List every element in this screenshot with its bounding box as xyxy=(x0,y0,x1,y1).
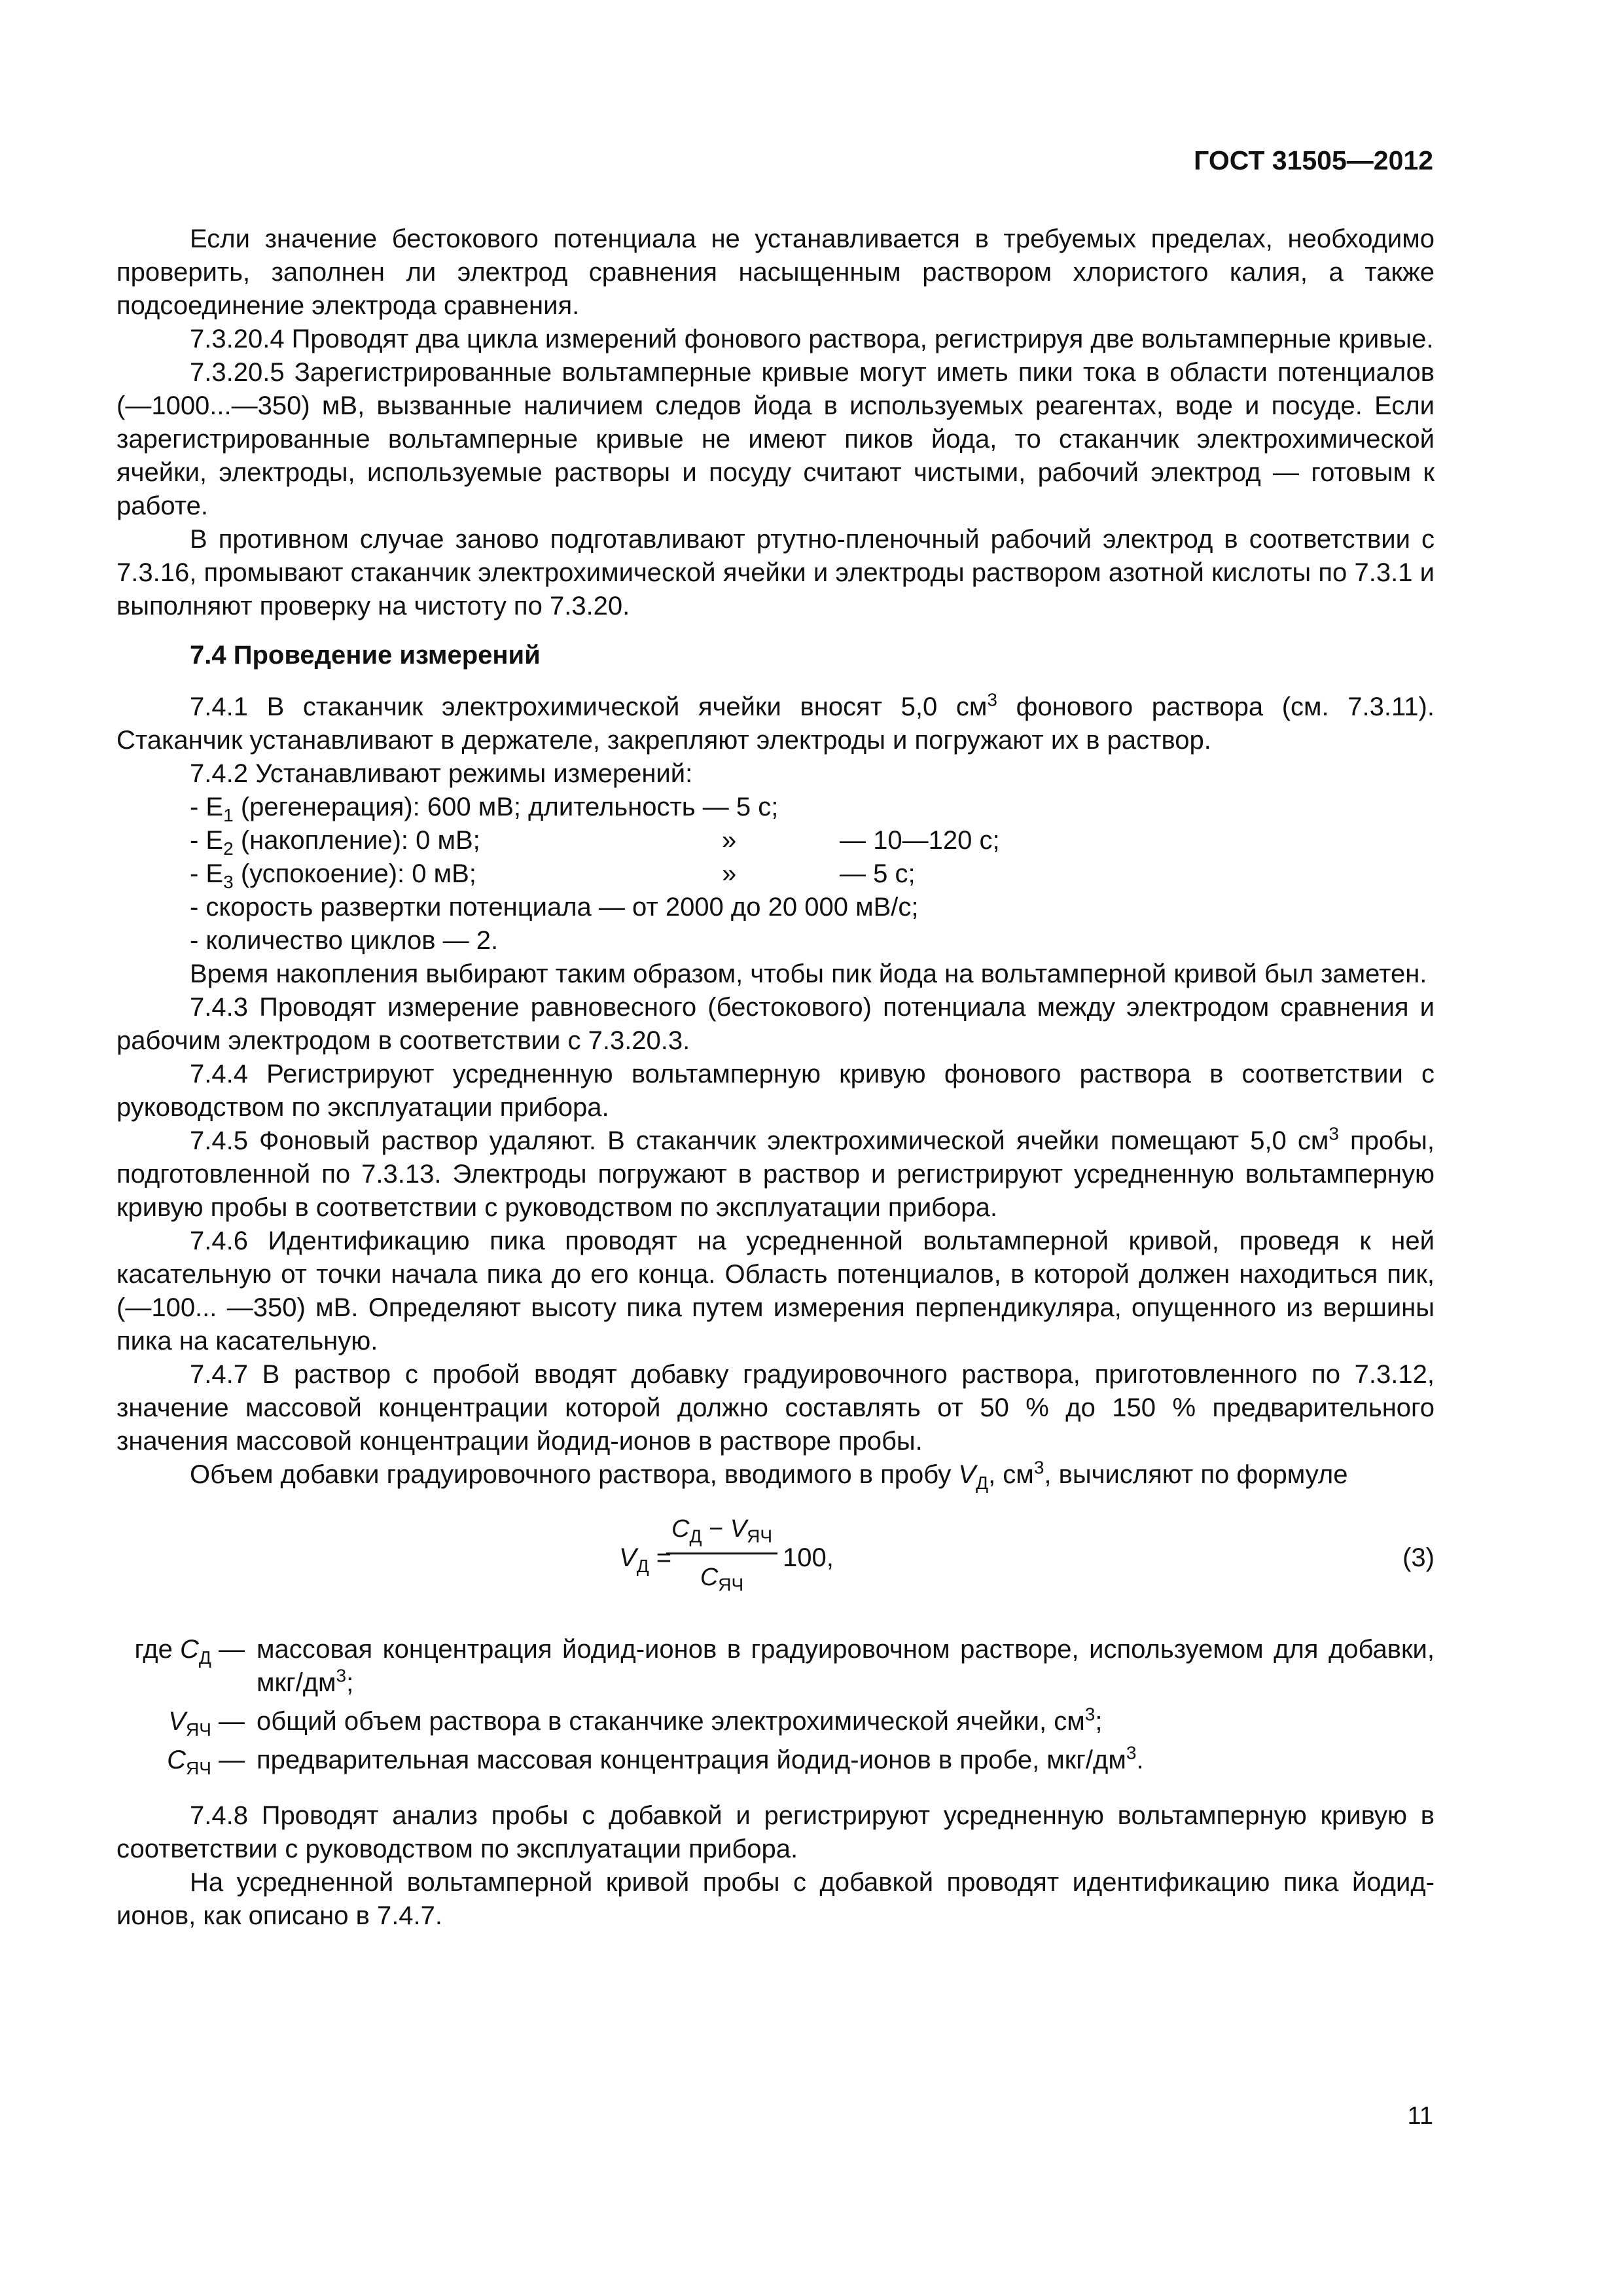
paragraph-7-4-6: 7.4.6 Идентификацию пика проводят на усредненной вольтамперной кривой, проведя к ней касательную от точки начала пика до его конца. Область потенциалов, в которой должен находиться пик, (—100... —350) мВ. Определяют высоту пика путем измерения перпендикуляра, опущенного из вершины пика на касательную. xyxy=(116,1227,1435,1355)
formula-multiplier: 100, xyxy=(783,1543,834,1572)
paragraph: В противном случае заново подготавливают ртутно-пленочный рабочий электрод в соответствии с 7.3.16, промывают стаканчик электрохимической ячейки и электроды раствором азотной кислоты по 7.3.1 и выполняют проверку на чистоту по 7.3.20. xyxy=(116,525,1435,620)
list-item-cycles: - количество циклов — 2. xyxy=(190,926,499,955)
definition-c-d: где $C_Д$ — массовая концентрация йодид-ионов в градуировочном растворе, используемом для добавки, мкг/$дм^3$; xyxy=(134,1635,1435,1697)
paragraph-7-4-5: 7.4.5 Фоновый раствор удаляют. В стаканчик электрохимической ячейки помещают 5,0 $см^3$ пробы, подготовленной по 7.3.13. Электроды погружают в раствор и регистрируют усредненную вольтамперную кривую пробы в соответствии с руководством по эксплуатации прибора. xyxy=(116,1123,1435,1222)
paragraph: На усредненной вольтамперной кривой пробы с добавкой проводят идентификацию пика йодид-ионов, как описано в 7.4.7. xyxy=(116,1868,1435,1930)
paragraph-7-4-1: 7.4.1 В стаканчик электрохимической ячейки вносят 5,0 $см^3$ фонового раствора (см. 7.3.11). Стаканчик устанавливают в держателе, закрепляют электроды и погружают их в раствор. xyxy=(116,689,1435,755)
formula-number: (3) xyxy=(1402,1543,1435,1572)
paragraph: Если значение бестокового потенциала не устанавливается в требуемых пределах, необходимо проверить, заполнен ли электрод сравнения насыщенным раствором хлористого калия, а также подсоединение электрода сравнения. xyxy=(116,224,1435,320)
section-heading-7-4: 7.4 Проведение измерений xyxy=(190,641,541,670)
paragraph-7-4-4: 7.4.4 Регистрируют усредненную вольтамперную кривую фонового раствора в соответствии с руководством по эксплуатации прибора. xyxy=(116,1060,1435,1122)
page-number: 11 xyxy=(1407,2102,1433,2130)
formula-fraction xyxy=(666,1509,777,1594)
list-item-e1: - $E_1$ (регенерация): 600 мВ; длительность — 5 с; xyxy=(190,793,779,825)
paragraph-7-3-20-5: 7.3.20.5 Зарегистрированные вольтамперные кривые могут иметь пики тока в области потенциалов (—1000...—350) мВ, вызванные наличием следов йода в используемых реагентах, воде и посуде. Если зарегистрированные вольтамперные кривые не имеют пиков йода, то стаканчик электрохимической ячейки, электроды, используемые растворы и посуду считают чистыми, рабочий электрод — готовым к работе. xyxy=(116,358,1435,520)
list-item-e2: - $E_2$ (накопление): 0 мВ; » — 10—120 с; xyxy=(190,826,1000,859)
formula-lhs: $V_Д$ = xyxy=(619,1543,672,1576)
paragraph-7-4-7: 7.4.7 В раствор с пробой вводят добавку градуировочного раствора, приготовленного по 7.3.12, значение массовой концентрации которой должно составлять от 50 % до 150 % предварительного значения массовой концентрации йодид-ионов в растворе пробы. xyxy=(116,1360,1435,1456)
paragraph-7-4-8: 7.4.8 Проводят анализ пробы с добавкой и регистрируют усредненную вольтамперную кривую в соответствии с руководством по эксплуатации прибора. xyxy=(116,1801,1435,1863)
paragraph-volume-formula-intro: Объем добавки градуировочного раствора, вводимого в пробу $V_Д$, $см^3$, вычисляют по формуле xyxy=(190,1457,1348,1493)
document-body xyxy=(116,223,1435,1933)
formula-3 xyxy=(116,1509,1435,1620)
paragraph-7-3-20-4: 7.3.20.4 Проводят два цикла измерений фонового раствора, регистрируя две вольтамперные кривые. xyxy=(190,325,1434,353)
paragraph: Время накопления выбирают таким образом, чтобы пик йода на вольтамперной кривой был заметен. xyxy=(190,960,1427,988)
document-header: ГОСТ 31505—2012 xyxy=(1194,145,1433,175)
definition-c-ych: $C_{ЯЧ}$ — предварительная массовая концентрация йодид-ионов в пробе, мкг/$дм^3$. xyxy=(167,1742,1144,1778)
formula-denominator: $C_{ЯЧ}$ xyxy=(700,1564,744,1595)
variable-definitions xyxy=(116,1633,1435,1777)
paragraph-7-4-3: 7.4.3 Проводят измерение равновесного (бестокового) потенциала между электродом сравнения и рабочим электродом в соответствии с 7.3.20.3. xyxy=(116,993,1435,1055)
definition-v-ych: $V_{ЯЧ}$ — общий объем раствора в стаканчике электрохимической ячейки, $см^3$; xyxy=(168,1704,1103,1740)
list-item-e3: - $E_3$ (успокоение): 0 мВ; » — 5 с; xyxy=(190,859,916,892)
paragraph-7-4-2: 7.4.2 Устанавливают режимы измерений: xyxy=(190,759,693,788)
list-item-scan-rate: - скорость развертки потенциала — от 2000 до 20 000 мВ/с; xyxy=(190,893,919,922)
formula-numerator: $C_Д - V_{ЯЧ}$ xyxy=(666,1509,777,1554)
